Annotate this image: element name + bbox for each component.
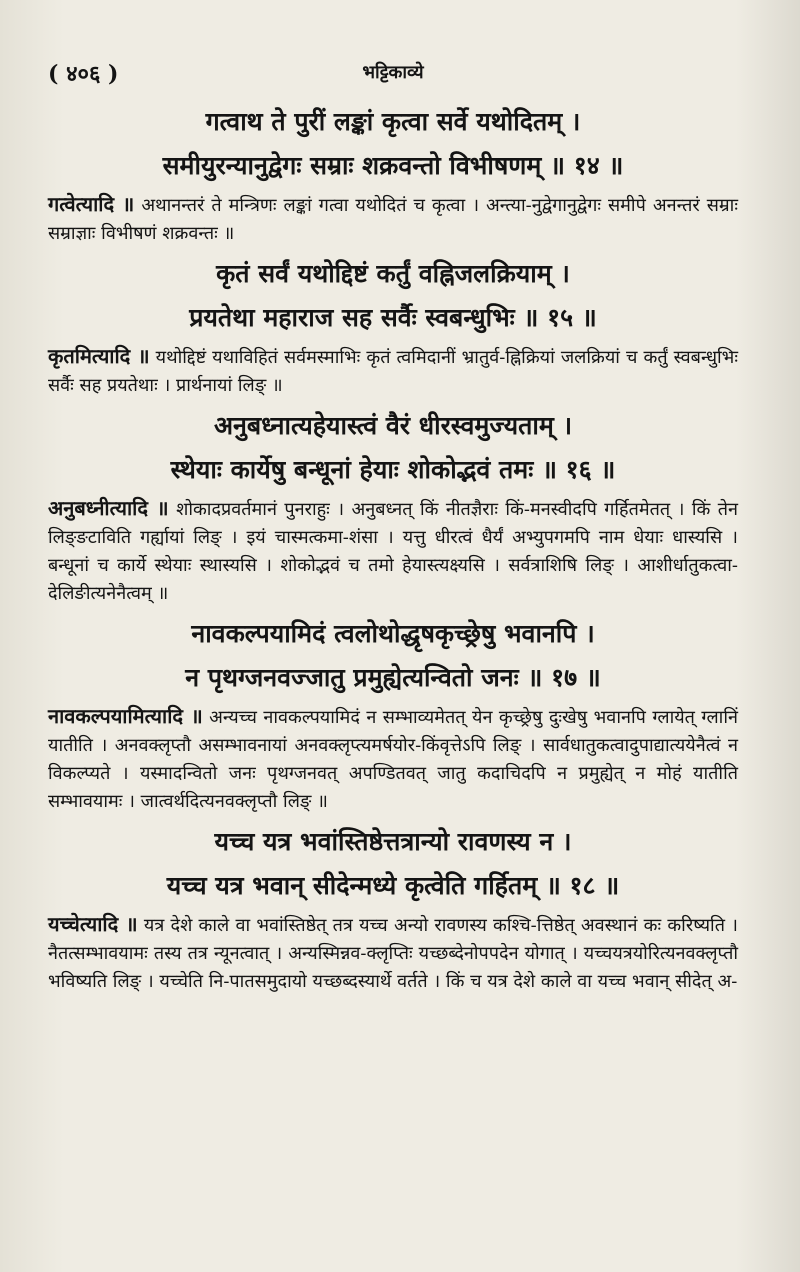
section-5 <box>48 820 738 996</box>
page-header <box>48 58 738 90</box>
commentary <box>48 702 738 816</box>
verse-line: न पृथग्जनवज्जातु प्रमुह्येत्यन्वितो जनः ॥ १७ ॥ <box>185 663 601 692</box>
commentary <box>48 910 738 996</box>
verse-line: प्रयतेथा महाराज सह सर्वैः स्वबन्धुभिः ॥ १५ ॥ <box>189 303 597 332</box>
commentary-head: कृतमित्यादि ॥ <box>48 344 150 368</box>
commentary-text: यथोद्दिष्टं यथाविहितं सर्वमस्माभिः कृतं त्वमिदानीं भ्रातुर्व-ह्निक्रियां जलक्रियां च कर्तुं स्वबन्धुभिः सर्वैः सह प्रयतेथाः । प्रार्थनायां लिङ् ॥ <box>48 347 738 396</box>
commentary-head: यच्चेत्यादि ॥ <box>48 912 138 936</box>
section-4 <box>48 612 738 816</box>
verse-line: यच्च यत्र भवांस्तिष्ठेत्तत्रान्यो रावणस्य न । <box>214 827 572 856</box>
verse-line: स्थेयाः कार्येषु बन्धूनां हेयाः शोकोद्भवं तमः ॥ १६ ॥ <box>170 455 616 484</box>
commentary-head: नावकल्पयामित्यादि ॥ <box>48 704 203 728</box>
section-1 <box>48 100 738 248</box>
commentary-head: गत्वेत्यादि ॥ <box>48 192 135 216</box>
verse-line: गत्वाथ ते पुरीं लङ्कां कृत्वा सर्वे यथोदितम् । <box>205 107 581 136</box>
verse-line: अनुबध्नात्यहेयास्त्वं वैरं धीरस्वमुज्यताम् । <box>213 411 573 440</box>
commentary-text: यत्र देशे काले वा भवांस्तिष्ठेत् तत्र यच्च अन्यो रावणस्य कश्चि-त्तिष्ठेत् अवस्थानं कः करिष्यति । नैतत्सम्भावयामः तस्य तत्र न्यूनत्वात् । अन्यस्मिन्नव-क्लृप्तिः यच्छब्देनोपपदेन योगात् । यच्चयत्रयोरित्यनवक्लृप्तौ भविष्यति लिङ् । यच्चेति नि-पातसमुदायो यच्छब्दस्यार्थे वर्तते । किं च यत्र देशे काले वा यच्च भवान् सीदेत् अ- <box>48 915 738 992</box>
commentary <box>48 494 738 608</box>
commentary-head: अनुबध्नीत्यादि ॥ <box>48 496 169 520</box>
commentary <box>48 190 738 248</box>
verse-line: कृतं सर्वं यथोद्दिष्टं कर्तुं वह्निजलक्रियाम् । <box>216 259 570 288</box>
page-number: ( ४०६ ) <box>48 61 119 87</box>
verse-line: समीयुरन्यानुद्वेगः सम्राः शक्रवन्तो विभीषणम् ॥ १४ ॥ <box>162 151 624 180</box>
running-title: भट्टिकाव्ये <box>362 62 424 83</box>
verse-line: नावकल्पयामिदं त्वलोथोद्धृषकृच्छ्रेषु भवानपि । <box>191 619 595 648</box>
section-2 <box>48 252 738 400</box>
commentary-text: अथानन्तरं ते मन्त्रिणः लङ्कां गत्वा यथोदितं च कृत्वा । अन्त्या-नुद्वेगानुद्वेगः समीपे अनन्तरं सम्राः सम्राज्ञाः विभीषणं शक्रवन्तः ॥ <box>48 195 738 244</box>
section-3 <box>48 404 738 608</box>
verse-line: यच्च यत्र भवान् सीदेन्मध्ये कृत्वेति गर्हितम् ॥ १८ ॥ <box>166 871 620 900</box>
commentary-text: शोकादप्रवर्तमानं पुनराहुः । अनुबध्नत् किं नीतज्ञैराः किं-मनस्वीदपि गर्हितमेतत् । किं तेन लिङ्ङटाविति गर्ह्यायां लिङ् । इयं चास्मत्कमा-शंसा । यत्तु धीरत्वं धैर्यं अभ्युपगमपि नाम धेयाः धास्यसि । बन्धूनां च कार्ये स्थेयाः स्थास्यसि । शोकोद्भवं च तमो हेयास्त्यक्ष्यसि । सर्वत्राशिषि लिङ् । आशीर्धातुकत्वा-देलिङीत्यनेनैत्वम् ॥ <box>48 499 738 604</box>
page-body <box>48 100 738 1000</box>
commentary <box>48 342 738 400</box>
commentary-text: अन्यच्च नावकल्पयामिदं न सम्भाव्यमेतत् येन कृच्छ्रेषु दुःखेषु भवानपि ग्लायेत् ग्लानिं यातीति । अनवक्लृप्तौ असम्भावनायां अनवक्लृप्त्यमर्षयोर-किंवृत्तेऽपि लिङ् । सार्वधातुकत्वादुपाद्यात्ययेनैत्वं न विकल्प्यते । यस्मादन्वितो जनः पृथग्जनवत् अपण्डितवत् जातु कदाचिदपि न प्रमुह्येत् न मोहं यातीति सम्भावयामः । जात्वर्थदित्यनवक्लृप्तौ लिङ् ॥ <box>48 707 738 812</box>
